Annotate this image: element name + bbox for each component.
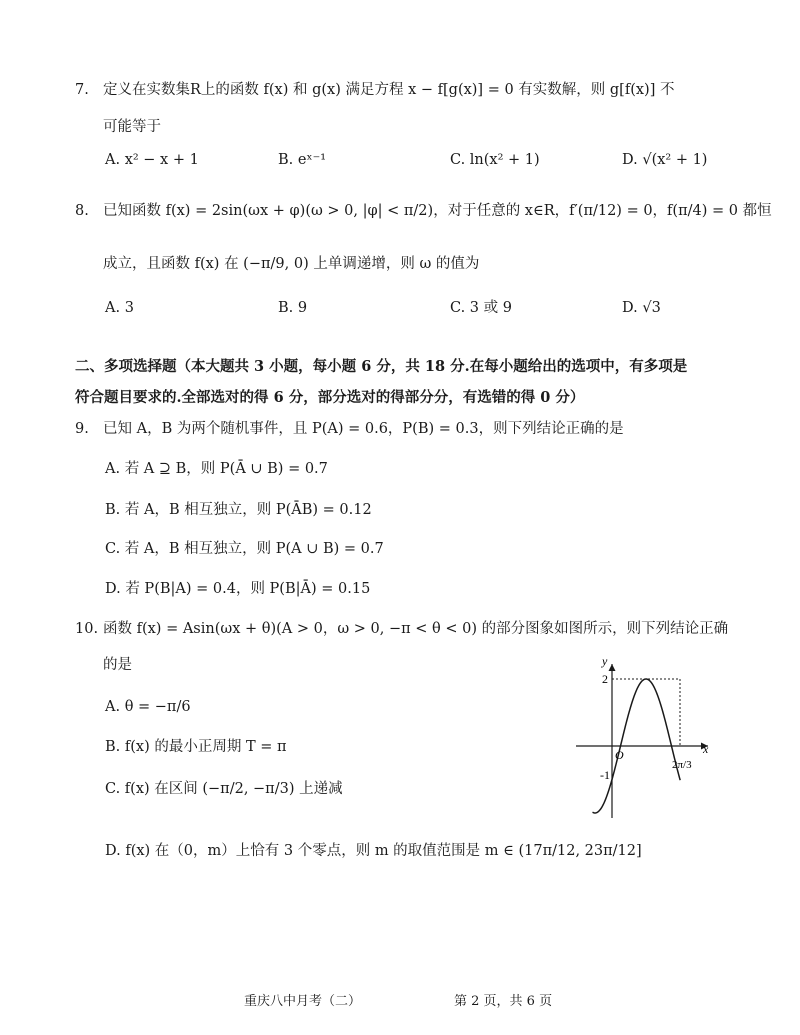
section2-heading-line2: 符合题目要求的.全部选对的得 6 分，部分选对的得部分分，有选错的得 0 分） — [75, 389, 585, 406]
q9-option-a: A. 若 A ⊇ B，则 P(Ā ∪ B) = 0.7 — [105, 461, 328, 477]
q9-stem: 已知 A，B 为两个随机事件，且 P(A) = 0.6，P(B) = 0.3，则下列结论正确的是 — [103, 421, 624, 437]
q9-option-b: B. 若 A，B 相互独立，则 P(ĀB) = 0.12 — [105, 502, 372, 518]
q9-option-c: C. 若 A，B 相互独立，则 P(A ∪ B) = 0.7 — [105, 541, 384, 557]
q8-option-a: A. 3 — [105, 300, 134, 316]
q8-option-c: C. 3 或 9 — [450, 300, 512, 316]
origin-label: O — [615, 748, 624, 762]
q8-option-b: B. 9 — [278, 300, 308, 316]
q10-option-d: D. f(x) 在（0，m）上恰有 3 个零点，则 m 的取值范围是 m ∈ (17π/12, 23π/12] — [105, 843, 642, 859]
q10-option-a: A. θ = −π/6 — [105, 699, 191, 715]
q7-option-c: C. ln(x² + 1) — [450, 152, 540, 168]
q8-option-d: D. √3 — [622, 300, 661, 316]
q7-stem-line1: 定义在实数集R上的函数 f(x) 和 g(x) 满足方程 x − f[g(x)] = 0 有实数解，则 g[f(x)] 不 — [103, 82, 675, 98]
y-intercept-label: -1 — [600, 768, 610, 782]
q8-stem-line1: 已知函数 f(x) = 2sin(ωx + φ)(ω > 0, |φ| < π/2)，对于任意的 x∈R，f′(π/12) = 0，f(π/4) = 0 都恒 — [103, 203, 772, 219]
q10-stem-line1: 函数 f(x) = Asin(ωx + θ)(A > 0，ω > 0, −π < θ < 0) 的部分图象如图所示，则下列结论正确 — [103, 621, 729, 637]
q7-stem-line2: 可能等于 — [103, 119, 161, 135]
q8-stem-line2: 成立，且函数 f(x) 在 (−π/9, 0) 上单调递增，则 ω 的值为 — [103, 256, 480, 272]
x-axis-label: x — [703, 742, 709, 756]
q8-number: 8. — [75, 203, 89, 219]
q7-option-d: D. √(x² + 1) — [622, 152, 708, 168]
footer-page-number: 第 2 页，共 6 页 — [454, 994, 553, 1009]
y-max-label: 2 — [602, 672, 608, 686]
section2-heading-line1: 二、多项选择题（本大题共 3 小题，每小题 6 分，共 18 分.在每小题给出的选项中，有多项是 — [75, 358, 688, 375]
q10-stem-line2: 的是 — [103, 657, 132, 673]
q7-option-a: A. x² − x + 1 — [105, 152, 199, 168]
footer-exam-name: 重庆八中月考（二） — [244, 994, 362, 1009]
y-axis-label: y — [602, 654, 608, 668]
q10-number: 10. — [75, 621, 99, 637]
x-tick-label: 2π/3 — [672, 759, 692, 771]
q10-sine-graph — [572, 652, 722, 822]
q9-number: 9. — [75, 421, 89, 437]
q7-option-b: B. eˣ⁻¹ — [278, 152, 327, 168]
q10-option-b: B. f(x) 的最小正周期 T = π — [105, 739, 287, 755]
q10-option-c: C. f(x) 在区间 (−π/2, −π/3) 上递减 — [105, 781, 343, 797]
q9-option-d: D. 若 P(B|A) = 0.4，则 P(B|Ā) = 0.15 — [105, 581, 371, 597]
q7-number: 7. — [75, 82, 89, 98]
